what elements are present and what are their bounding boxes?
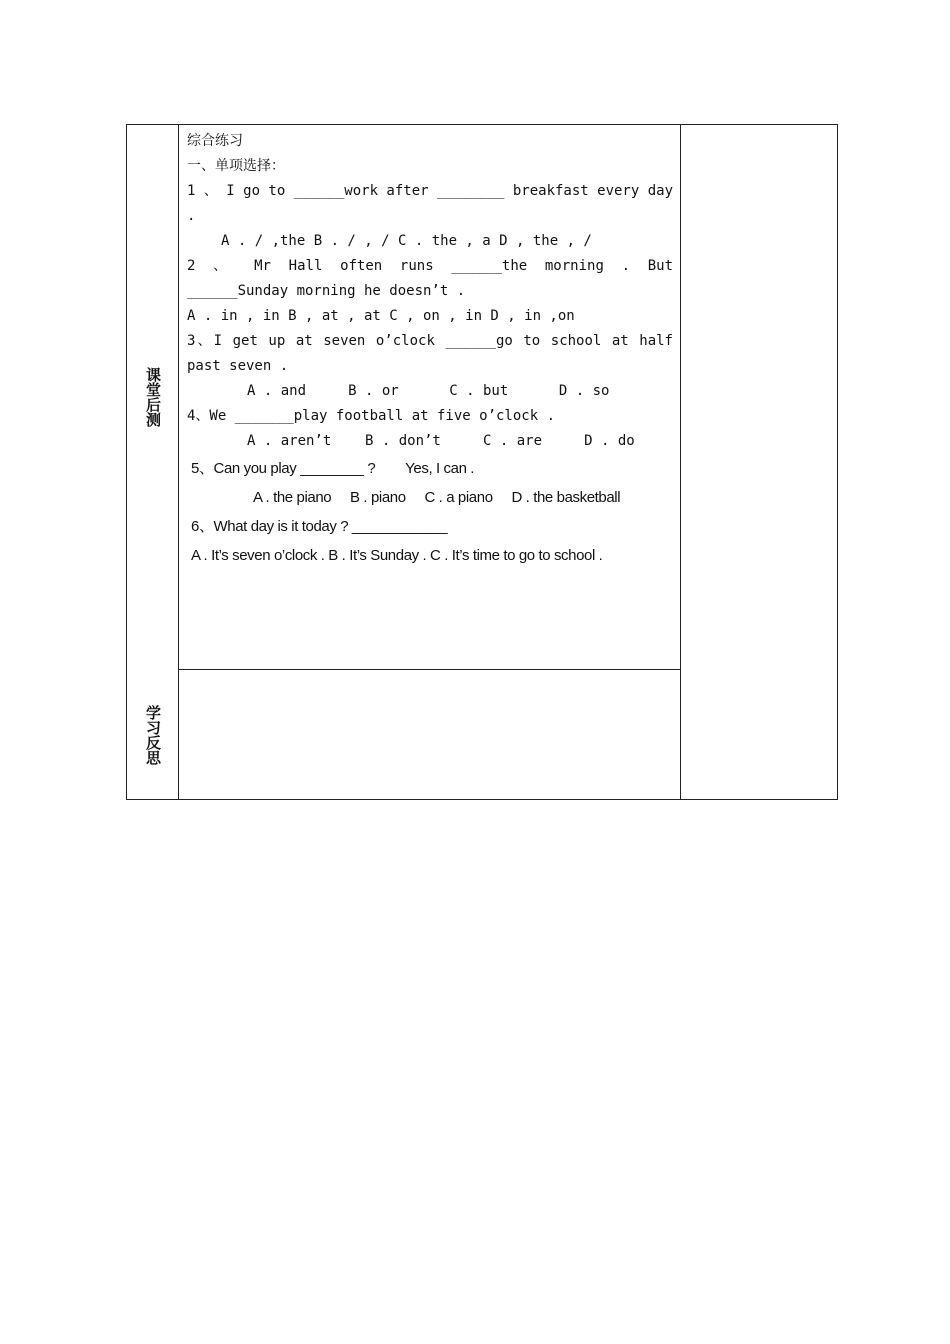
table-divider-row [178, 669, 681, 670]
question-1-options: A . / ,the B . / , / C . the , a D , the , / [221, 233, 592, 249]
question-6-options: A . It’s seven o’clock . B . It’s Sunday . C . It’s time to go to school . [191, 547, 603, 564]
question-2-options: A . in , in B , at , at C , on , in D , in ,on [187, 308, 575, 324]
section-title: 综合练习 [187, 133, 243, 149]
question-1-stem: 1 、 I go to ______work after ________ breakfast every day . [187, 183, 674, 224]
question-5-stem: 5、Can you play ________ ? Yes, I can . [191, 460, 475, 477]
exercise-content [187, 129, 673, 570]
table-divider-right [680, 125, 681, 799]
question-6-stem: 6、What day is it today ? ____________ [191, 518, 448, 535]
question-3-options: A . and B . or C . but D . so [247, 383, 610, 399]
question-2-stem: 2 、 Mr Hall often runs ______the morning . But ______Sunday morning he doesn’t . [187, 258, 673, 299]
side-label-test: 课堂后测 [144, 367, 162, 427]
question-4-stem: 4、We _______play football at five o’clock . [187, 408, 556, 424]
question-3-stem: 3、I get up at seven o’clock ______go to school at half past seven . [187, 333, 673, 374]
question-5-options: A . the piano B . piano C . a piano D . the basketball [253, 489, 621, 506]
question-4-options: A . aren’t B . don’t C . are D . do [247, 433, 635, 449]
lesson-table [126, 124, 838, 800]
part-heading: 一、单项选择： [187, 158, 285, 174]
side-label-reflection: 学习反思 [144, 705, 162, 765]
